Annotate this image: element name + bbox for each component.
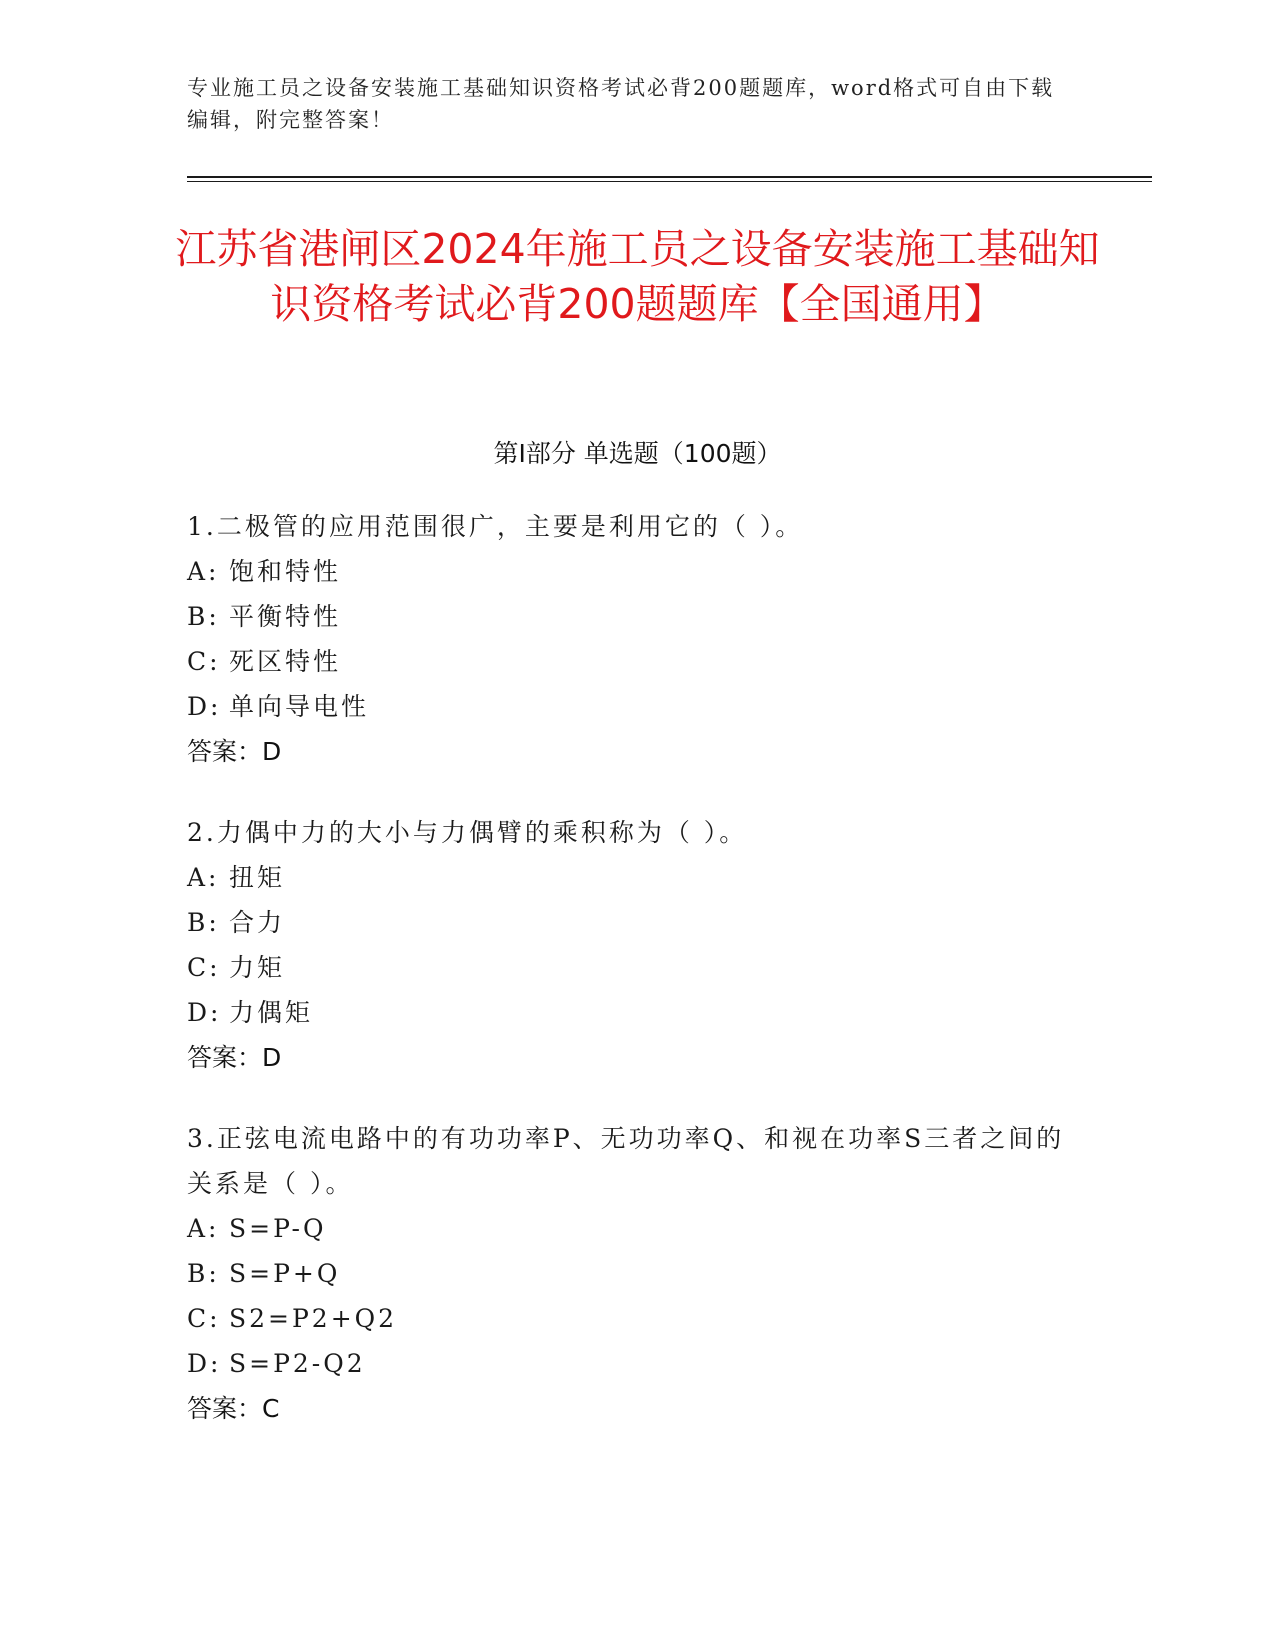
option-c — [187, 1296, 1087, 1341]
header-rule-thin — [187, 181, 1152, 182]
question-3 — [187, 1116, 1087, 1431]
option-d — [187, 684, 1087, 729]
question-stem: 3.正弦电流电路中的有功功率P、无功功率Q、和视在功率S三者之间的关系是（ ）。 — [187, 1124, 1065, 1198]
option-text: 合力 — [229, 908, 286, 937]
question-stem: 1.二极管的应用范围很广，主要是利用它的（ ）。 — [187, 512, 804, 541]
option-d — [187, 990, 1087, 1035]
option-a — [187, 1206, 1087, 1251]
option-text: S=P+Q — [229, 1259, 341, 1288]
option-key: B: — [187, 908, 220, 937]
option-text: 扭矩 — [229, 863, 286, 892]
option-text: S=P-Q — [229, 1214, 327, 1243]
question-2 — [187, 810, 1087, 1080]
option-c — [187, 639, 1087, 684]
answer: 答案：D — [187, 1043, 282, 1072]
option-b — [187, 1251, 1087, 1296]
option-key: C: — [187, 647, 221, 676]
option-key: C: — [187, 1304, 221, 1333]
option-a — [187, 549, 1087, 594]
option-text: 平衡特性 — [229, 602, 342, 631]
option-key: D: — [187, 692, 222, 721]
option-key: B: — [187, 1259, 220, 1288]
answer: 答案：D — [187, 737, 282, 766]
answer: 答案：C — [187, 1394, 280, 1423]
question-stem: 2.力偶中力的大小与力偶臂的乘积称为（ ）。 — [187, 818, 748, 847]
option-text: S=P2-Q2 — [229, 1349, 366, 1378]
option-key: B: — [187, 602, 220, 631]
question-1 — [187, 504, 1087, 774]
header-rule-thick — [187, 176, 1152, 178]
header-note: 专业施工员之设备安装施工基础知识资格考试必背200题题库，word格式可自由下载编辑，附完整答案！ — [187, 76, 1055, 132]
section-title: 第Ⅰ部分 单选题（100题） — [493, 439, 782, 468]
option-b — [187, 594, 1087, 639]
option-text: 单向导电性 — [229, 692, 370, 721]
option-b — [187, 900, 1087, 945]
option-text: 饱和特性 — [229, 557, 342, 586]
option-key: A: — [187, 557, 220, 586]
option-c — [187, 945, 1087, 990]
option-key: D: — [187, 998, 222, 1027]
option-a — [187, 855, 1087, 900]
option-key: A: — [187, 863, 220, 892]
option-text: 力偶矩 — [229, 998, 314, 1027]
option-key: D: — [187, 1349, 222, 1378]
option-key: C: — [187, 953, 221, 982]
option-text: 力矩 — [229, 953, 286, 982]
option-d — [187, 1341, 1087, 1386]
document-title: 江苏省港闸区2024年施工员之设备安装施工基础知识资格考试必背200题题库【全国通用】 — [175, 225, 1100, 328]
option-text: 死区特性 — [229, 647, 342, 676]
option-key: A: — [187, 1214, 220, 1243]
option-text: S2=P2+Q2 — [229, 1304, 398, 1333]
